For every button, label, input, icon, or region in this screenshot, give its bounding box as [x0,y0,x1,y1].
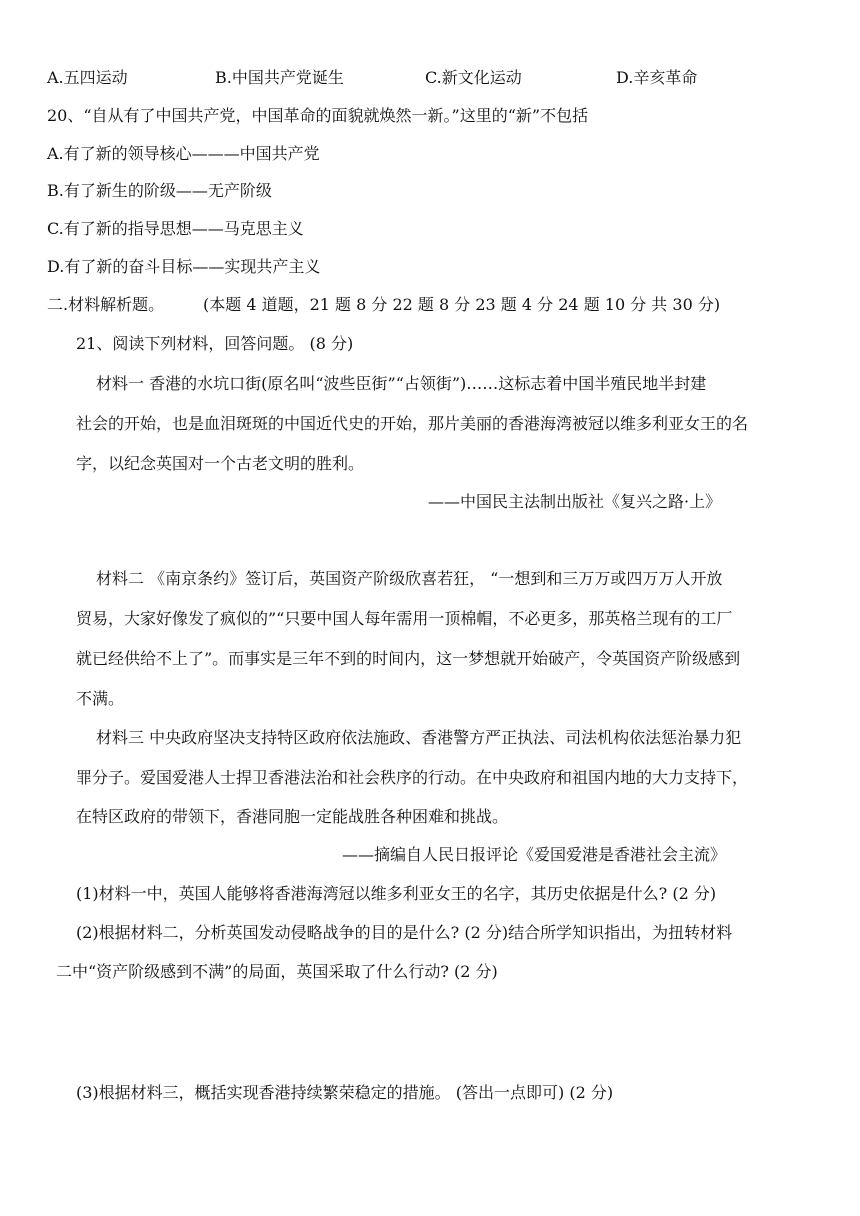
material1-line: 材料一 香港的水坑口街(原名叫“波些臣街”“占领街”)……这标志着中国半殖民地半封建 [96,374,707,393]
q19-option-d: D.辛亥革命 [616,68,698,87]
material2-line: 材料二 《南京条约》签订后，英国资产阶级欣喜若狂， “一想到和三万万或四万万人开放 [96,569,723,588]
q20-option-d: D.有了新的奋斗目标——实现共产主义 [47,257,321,276]
section2-note: (本题 4 道题，21 题 8 分 22 题 8 分 23 题 4 分 24 题 10 分 共 30 分) [203,295,721,314]
q20-option-a: A.有了新的领导核心———中国共产党 [47,144,320,163]
q19-option-b: B.中国共产党诞生 [215,68,344,87]
q21-question1: (1)材料一中，英国人能够将香港海湾冠以维多利亚女王的名字，其历史依据是什么? (2 分) [76,884,717,903]
q21-question2-line: (2)根据材料二，分析英国发动侵略战争的目的是什么? (2 分)结合所学知识指出，为扭转材料 [76,923,733,942]
material2-line: 不满。 [76,689,125,708]
q21-question2-line: 二中“资产阶级感到不满”的局面，英国采取了什么行动? (2 分) [56,962,498,981]
material1-line: 社会的开始，也是血泪斑斑的中国近代史的开始，那片美丽的香港海湾被冠以维多利亚女王的名 [76,414,749,433]
q21-stem: 21、阅读下列材料，回答问题。 (8 分) [76,334,354,353]
material2-line: 就已经供给不上了”。而事实是三年不到的时间内，这一梦想就开始破产，令英国资产阶级感到 [76,649,741,668]
material1-source: ——中国民主法制出版社《复兴之路·上》 [428,492,722,511]
material2-line: 贸易，大家好像发了疯似的”“只要中国人每年需用一顶棉帽，不必更多，那英格兰现有的工厂 [76,609,733,628]
material3-source: ——摘编自人民日报评论《爱国爱港是香港社会主流》 [342,845,727,864]
section2-title: 二.材料解析题。 [47,295,165,314]
material3-line: 在特区政府的带领下，香港同胞一定能战胜各种困难和挑战。 [76,807,509,826]
q19-option-a: A.五四运动 [47,68,128,87]
material3-line: 材料三 中央政府坚决支持特区政府依法施政、香港警方严正执法、司法机构依法惩治暴力犯 [96,728,742,747]
q20-option-c: C.有了新的指导思想——马克思主义 [47,219,304,238]
q21-question3: (3)根据材料三，概括实现香港持续繁荣稳定的措施。 (答出一点即可) (2 分) [76,1083,614,1102]
q20-stem: 20、“自从有了中国共产党，中国革命的面貌就焕然一新。”这里的“新”不包括 [47,106,589,125]
q20-option-b: B.有了新生的阶级——无产阶级 [47,181,272,200]
q19-option-c: C.新文化运动 [425,68,522,87]
material1-line: 字，以纪念英国对一个古老文明的胜利。 [76,454,365,473]
material3-line: 罪分子。爱国爱港人士捍卫香港法治和社会秩序的行动。在中央政府和祖国内地的大力支持下， [76,768,749,787]
